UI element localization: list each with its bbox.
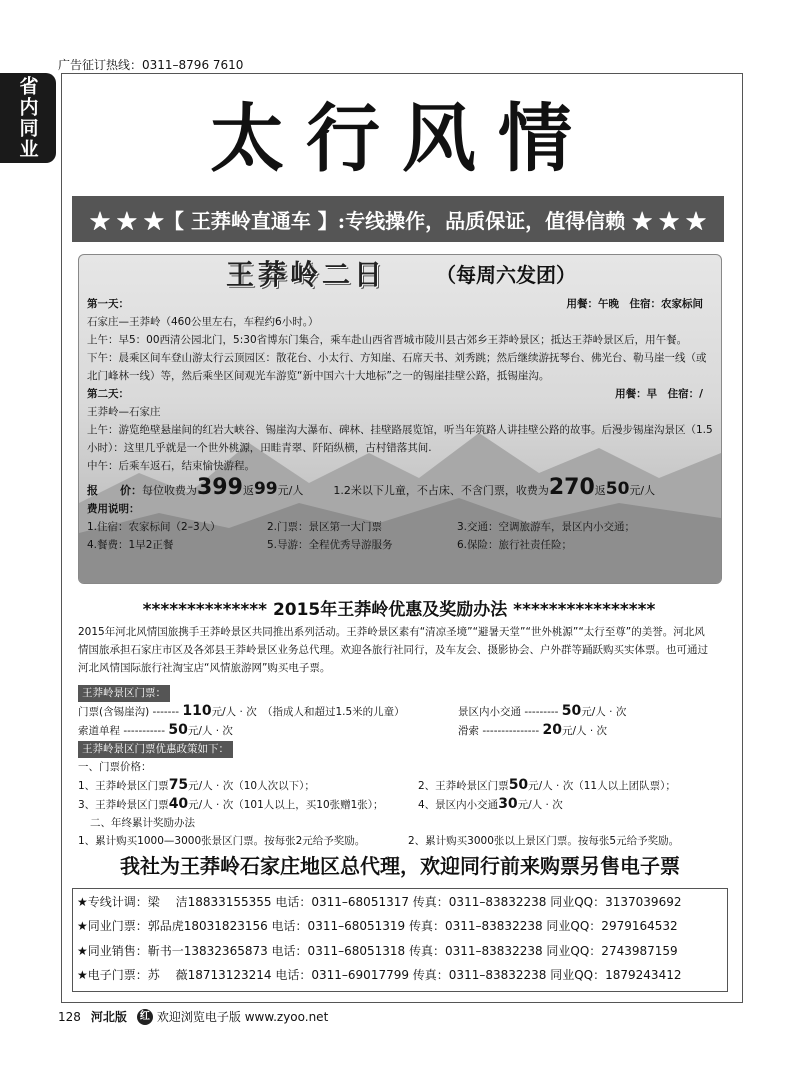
agent-line: 我社为王莽岭石家庄地区总代理，欢迎同行前来购票另售电子票	[120, 854, 680, 878]
tour-panel	[78, 254, 722, 584]
adult-unit: 元/人	[277, 484, 304, 497]
ticket-price: 50	[561, 703, 582, 719]
day2-noon: 中午：后乘车返石，结束愉快游程。	[87, 460, 255, 472]
day2-header	[87, 385, 715, 403]
ticket-row-2	[78, 721, 718, 740]
fees-list	[87, 518, 715, 554]
footer-link[interactable]: 欢迎浏览电子版 www.zyoo.net	[156, 1010, 329, 1024]
edition-label: 河北版	[90, 1010, 127, 1024]
promo-intro: 2015年河北风情国旅携手王莽岭景区共同推出系列活动。王莽岭景区素有“清凉圣境”“避暑天堂”“世外桃源”“太行至尊”的美誉。河北风情国旅承担石家庄市区及各郊县王莽岭景区业务总代理。欢迎各旅行社同行，及车友会、摄影协会、户外群等踊跃购买实体票。也可通过河北风情国际旅行社淘宝店“风情旅游网”购买电子票。	[78, 626, 708, 674]
ticket-price: 110	[182, 703, 212, 719]
fees-label: 费用说明：	[87, 503, 140, 515]
fee-item: 2.门票：景区第一大门票	[267, 521, 383, 533]
ticket-label: 景区内小交通 ---------	[458, 706, 559, 718]
ticket-label: 门票(含锡崖沟) -------	[78, 706, 180, 718]
policy-price: 50	[508, 777, 529, 793]
day1-meals: 用餐：午晚 住宿：农家标间	[566, 298, 703, 310]
policy-price: 40	[168, 796, 189, 812]
child-return-label: 返	[594, 484, 606, 497]
policy-price: 30	[498, 796, 518, 812]
policy-text: 1、王莽岭景区门票	[78, 780, 169, 792]
day1-am: 上午：早5：00西清公园北门，5:30省博东门集合，乘车赴山西省晋城市陵川县古郊乡王莽岭景区；抵达王莽岭景区后，用午餐。	[87, 334, 688, 346]
banner: ★ ★ ★【 王莽岭直通车 】:专线操作，品质保证，值得信赖 ★ ★ ★	[72, 196, 724, 242]
fee-item: 6.保险：旅行社责任险；	[457, 539, 573, 551]
ticket-section	[78, 684, 718, 850]
day2-meals: 用餐：早 住宿：/	[615, 388, 703, 400]
policy-text: 3、王莽岭景区门票	[78, 799, 169, 811]
day2-label: 第二天：	[87, 388, 129, 400]
page-number: 128	[58, 1009, 81, 1024]
footer	[58, 1008, 328, 1025]
ticket-label: 索道单程 -----------	[78, 725, 166, 737]
contact-row: ★电子门票：苏 薇18713123214 电话：0311–69017799 传真：0311–83832238 同业QQ：1879243412	[77, 968, 682, 983]
side-tab-label: 省内同业	[16, 76, 39, 160]
policy-tag: 王莽岭景区门票优惠政策如下：	[78, 741, 233, 758]
day2-am: 上午：游览绝壁悬崖间的红岩大峡谷、锡崖沟大瀑布、碑林、挂壁路展览馆，听当年筑路人讲挂壁公路的故事。后漫步锡崖沟景区（1.5小时）：这里几乎就是一个世外桃源，田畦青翠、阡陌纵横，古村错落其间.	[87, 424, 713, 454]
fee-item: 3.交通：空调旅游车，景区内小交通；	[457, 521, 636, 533]
side-tab	[0, 73, 56, 163]
adult-return: 99	[253, 479, 278, 499]
child-price: 270	[548, 475, 595, 500]
policy-text: 4、景区内小交通	[418, 799, 499, 811]
day1-label: 第一天：	[87, 298, 129, 310]
policy-text: 元/人 · 次（10人次以下）；	[188, 780, 315, 792]
child-price-text: 1.2米以下儿童，不占床、不含门票，收费为	[333, 484, 549, 497]
adult-return-label: 返	[242, 484, 254, 497]
policy-row-1	[78, 776, 718, 795]
ticket-label: 滑索 ---------------	[458, 725, 540, 737]
adult-price-pre: 每位收费为	[142, 484, 197, 497]
ticket-unit: 元/人 · 次	[581, 706, 627, 718]
policy-row-2	[78, 795, 718, 814]
child-unit: 元/人	[629, 484, 656, 497]
reward-row	[78, 832, 718, 850]
ticket-unit: 元/人 · 次 （指成人和超过1.5米的儿童）	[211, 706, 405, 718]
tour-title-row	[87, 255, 715, 295]
day1-header	[87, 295, 715, 313]
tour-title: 王莽岭二日	[225, 258, 386, 291]
red-badge-icon: 红	[137, 1009, 153, 1025]
tour-subtitle: （每周六发团）	[436, 263, 576, 287]
ticket-price: 20	[542, 722, 562, 738]
reward-1: 1、累计购买1000—3000张景区门票。按每张2元给予奖励。	[78, 835, 366, 847]
fee-item: 5.导游：全程优秀导游服务	[267, 539, 393, 551]
ticket-price: 50	[168, 722, 188, 738]
reward-2: 2、累计购买3000张以上景区门票。按每张5元给予奖励。	[408, 835, 680, 847]
price-row	[87, 475, 715, 500]
fee-item: 1.住宿：农家标间（2–3人）	[87, 521, 221, 533]
fee-item: 4.餐费：1早2正餐	[87, 539, 174, 551]
contact-row: ★专线计调：梁 洁18833155355 电话：0311–68051317 传真：0311–83832238 同业QQ：3137039692	[77, 894, 682, 909]
policy-text: 元/人 · 次	[517, 799, 563, 811]
day2-route: 王莽岭—石家庄	[87, 406, 161, 418]
policy-head-2: 二、年终累计奖励办法	[90, 817, 195, 829]
contact-row: ★同业门票：郭品虎18031823156 电话：0311–68051319 传真：0311–83832238 同业QQ：2979164532	[77, 919, 678, 934]
child-return: 50	[605, 479, 630, 499]
day1-pm: 下午：晨乘区间车登山游太行云顶园区：散花台、小太行、方知崖、石席天书、刘秀跳；然后继续游抚琴台、佛光台、勒马崖一线（或北门峰林一线）等，然后乘坐区间观光车游览“新中国六十大地标”之一的锡崖挂壁公路，抵锡崖沟。	[87, 352, 707, 382]
ticket-row-1	[78, 702, 718, 721]
ticket-unit: 元/人 · 次	[562, 725, 608, 737]
ticket-tag: 王莽岭景区门票：	[78, 685, 170, 702]
promo-heading: ************** 2015年王莽岭优惠及奖励办法 ****************	[142, 600, 656, 620]
ticket-unit: 元/人 · 次	[187, 725, 233, 737]
contacts-box	[72, 888, 728, 992]
policy-text: 元/人 · 次（11人以上团队票）；	[528, 780, 676, 792]
policy-text: 2、王莽岭景区门票	[418, 780, 509, 792]
price-label: 报 价：	[87, 484, 142, 497]
page-title: 太行风情	[210, 96, 594, 182]
adult-price: 399	[197, 475, 243, 500]
policy-head-1: 一、门票价格：	[78, 761, 152, 773]
ad-hotline: 广告征订热线：0311–8796 7610	[58, 58, 244, 72]
policy-text: 元/人 · 次（101人以上，买10张赠1张）；	[188, 799, 384, 811]
contact-row: ★同业销售：靳书一13832365873 电话：0311–68051318 传真：0311–83832238 同业QQ：2743987159	[77, 943, 678, 958]
day1-route: 石家庄—王莽岭（460公里左右，车程约6小时。）	[87, 316, 319, 328]
policy-price: 75	[168, 777, 189, 793]
